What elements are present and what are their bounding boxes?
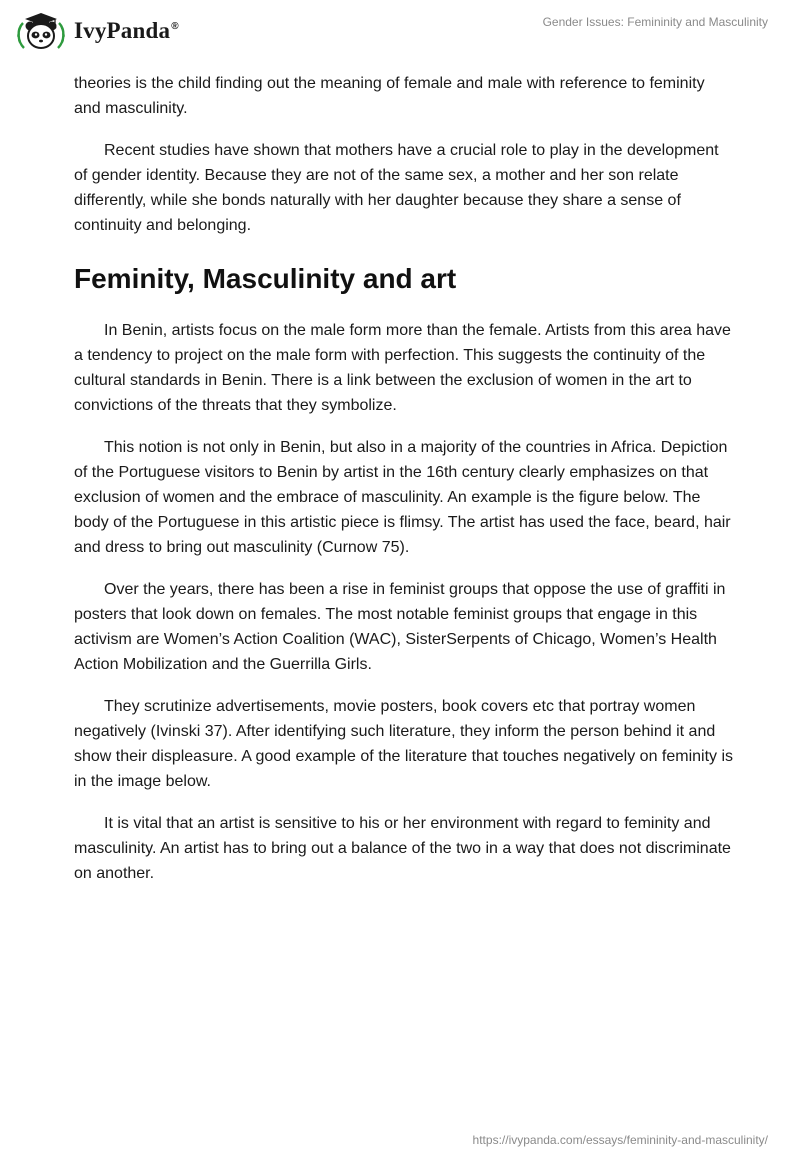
- brand-name: [74, 18, 179, 44]
- paragraph: It is vital that an artist is sensitive to his or her environment with regard to feminity and masculinity. An artist has to bring out a balance of the two in a way that does not discriminate on another.: [74, 815, 731, 882]
- paragraph: In Benin, artists focus on the male form more than the female. Artists from this area have a tendency to project on the male form with perfection. This suggests the continuity of the cultural standards in Benin. There is a link between the exclusion of women in the art to convictions of the threats that they symbolize.: [74, 322, 731, 414]
- panda-graduation-cap-icon: [14, 9, 70, 53]
- brand-name-text: IvyPanda: [74, 18, 171, 43]
- paragraph: This notion is not only in Benin, but also in a majority of the countries in Africa. Depiction of the Portuguese visitors to Benin by artist in the 16th century clearly emphasizes on that exclusion of women and the embrace of masculinity. An example is the figure below. The body of the Portuguese in this artistic piece is flimsy. The artist has used the face, beard, hair and dress to bring out masculinity (Curnow 75).: [74, 439, 731, 556]
- section-heading: Feminity, Masculinity and art: [74, 263, 457, 294]
- ivypanda-logo[interactable]: [14, 8, 179, 54]
- document-title: Gender Issues: Femininity and Masculinity: [542, 15, 768, 29]
- article-body: [74, 71, 734, 903]
- source-url[interactable]: https://ivypanda.com/essays/femininity-and-masculinity/: [472, 1133, 768, 1147]
- paragraph-continuation: theories is the child finding out the meaning of female and male with reference to feminity and masculinity.: [74, 75, 705, 117]
- page-header: [0, 0, 800, 66]
- paragraph: They scrutinize advertisements, movie posters, book covers etc that portray women negatively (Ivinski 37). After identifying such literature, they inform the person behind it and show their displeasure. A good example of the literature that touches negatively on feminity is in the image below.: [74, 698, 734, 790]
- registered-mark: ®: [171, 21, 179, 33]
- paragraph: Over the years, there has been a rise in feminist groups that oppose the use of graffiti in posters that look down on females. The most notable feminist groups that engage in this activism are Women’s Action Coalition (WAC), SisterSerpents of Chicago, Women’s Health Action Mobilization and the Guerrilla Girls.: [74, 581, 726, 673]
- paragraph: Recent studies have shown that mothers have a crucial role to play in the development of gender identity. Because they are not of the same sex, a mother and her son relate differently, while she bonds naturally with her daughter because they share a sense of continuity and belonging.: [74, 142, 719, 234]
